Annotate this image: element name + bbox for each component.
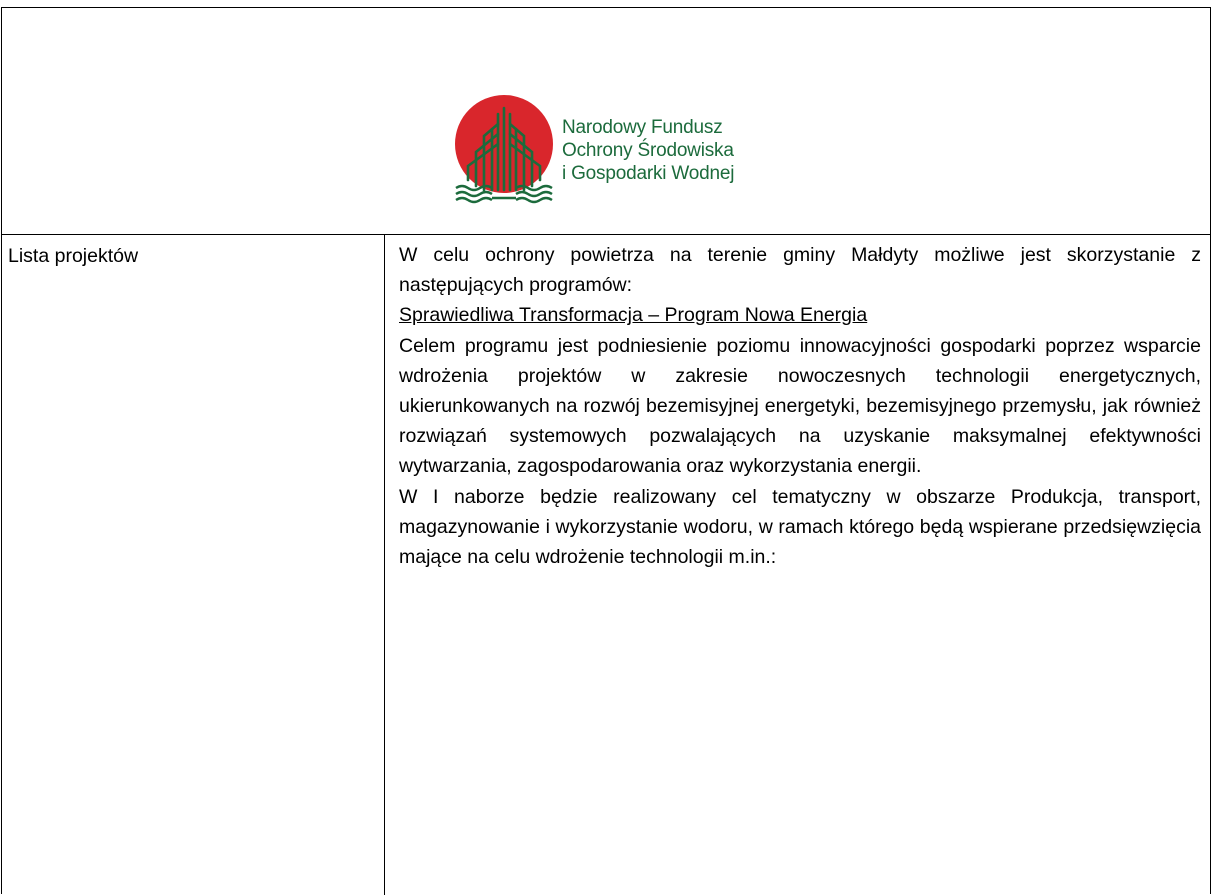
nfosigw-emblem-icon xyxy=(454,94,554,206)
intro-paragraph: W celu ochrony powietrza na terenie gminy Małdyty możliwe jest skorzystanie z następujących programów: xyxy=(399,244,1201,297)
program-description: Celem programu jest podniesienie poziomu innowacyjności gospodarki poprzez wsparcie wdrożenia projektów w zakresie nowoczesnych technologii energetycznych, ukierunkowanych na rozwój bezemisyjnej energetyki, bezemisyjnego przemysłu, jak również rozwiązań systemowych pozwalających na uzyskanie maksymalnej efektywności wytwarzania, zagospodarowania oraz wykorzystania energii. xyxy=(399,334,1201,478)
logo-line-1: Narodowy Fundusz xyxy=(562,117,723,138)
logo-text xyxy=(562,116,734,185)
call-description: W I naborze będzie realizowany cel tematyczny w obszarze Produkcja, transport, magazynowanie i wykorzystanie wodoru, w ramach którego będą wspierane przedsięwzięcia mające na celu wdrożenie technologii m.in.: xyxy=(399,485,1201,569)
logo-line-2: Ochrony Środowiska xyxy=(562,140,734,161)
program-title: Sprawiedliwa Transformacja – Program Nowa Energia xyxy=(399,304,868,327)
row-label: Lista projektów xyxy=(8,245,139,267)
nfosigw-logo xyxy=(454,94,734,206)
row-label-cell xyxy=(2,235,385,895)
row-content-cell xyxy=(386,235,1209,572)
document-table xyxy=(1,7,1211,894)
header-cell xyxy=(2,8,1210,235)
logo-line-3: i Gospodarki Wodnej xyxy=(562,163,735,184)
